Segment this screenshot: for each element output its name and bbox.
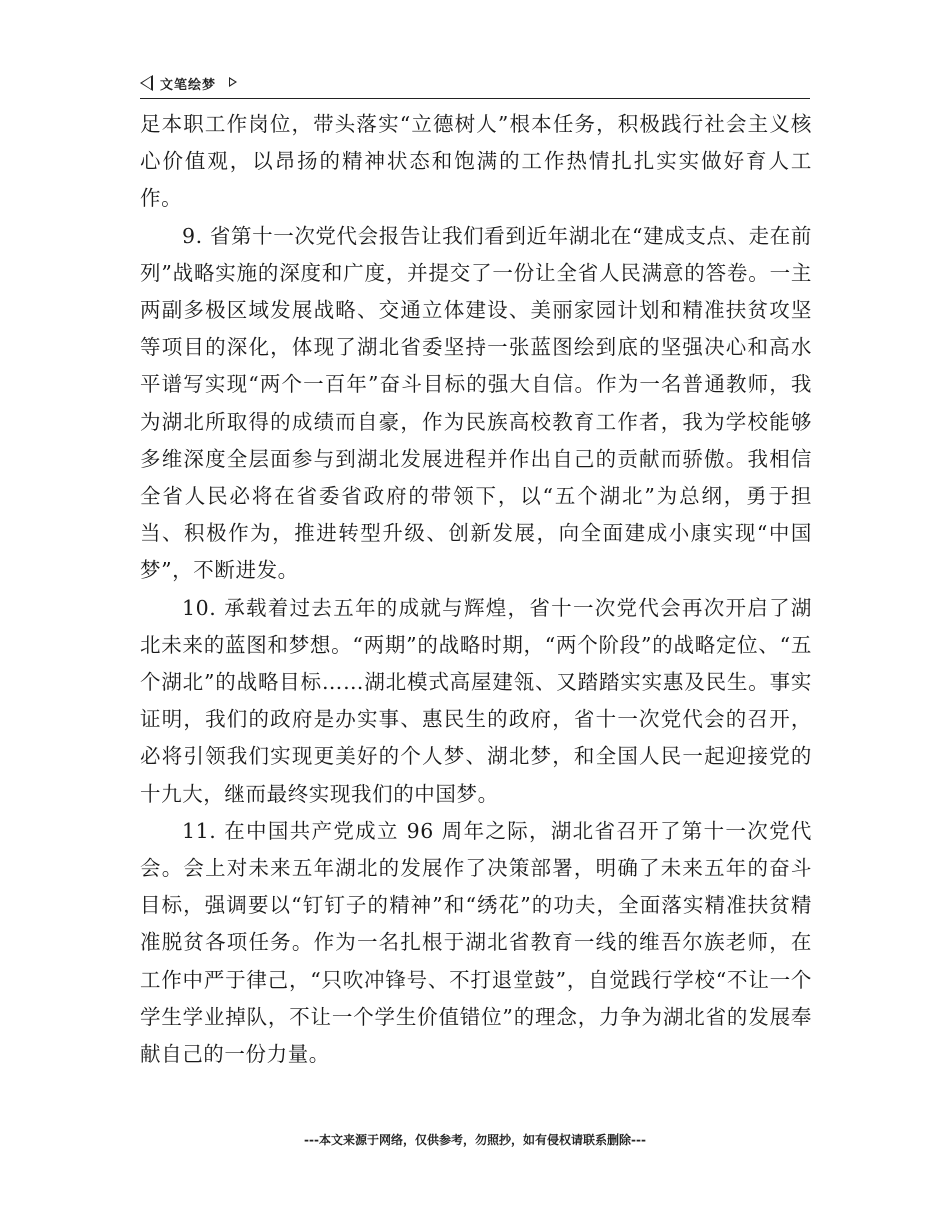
page-footer-disclaimer: ---本文来源于网络，仅供参考，勿照抄，如有侵权请联系删除--- — [304, 1133, 646, 1147]
paragraph-item-11: 11. 在中国共产党成立 96 周年之际，湖北省召开了第十一次党代会。会上对未来五年湖北的发展作了决策部署，明确了未来五年的奋斗目标，强调要以“钉钉子的精神”和“绣花”的功夫，全面落实精准扶贫精准脱贫各项任务。作为一名扎根于湖北省教育一线的维吾尔族老师，在工作中严于律己，“只吹冲锋号、不打退堂鼓”，自觉践行学校“不让一个学生学业掉队，不让一个学生价值错位”的理念，力争为湖北省的发展奉献自己的一份力量。 — [140, 818, 812, 1067]
document-body — [140, 106, 812, 1073]
header-title: 文笔绘梦 — [160, 78, 217, 93]
paragraph-item-9: 9. 省第十一次党代会报告让我们看到近年湖北在“建成支点、走在前列”战略实施的深度和广度，并提交了一份让全省人民满意的答卷。一主两副多极区域发展战略、交通立体建设、美丽家园计划和精准扶贫攻坚等项目的深化，体现了湖北省委坚持一张蓝图绘到底的坚强决心和高水平谱写实现“两个一百年”奋斗目标的强大自信。作为一名普通教师，我为湖北所取得的成绩而自豪，作为民族高校教育工作者，我为学校能够多维深度全层面参与到湖北发展进程并作出自己的贡献而骄傲。我相信全省人民必将在省委省政府的带领下，以“五个湖北”为总纲，勇于担当、积极作为，推进转型升级、创新发展，向全面建成小康实现“中国梦”，不断进发。 — [140, 223, 812, 583]
triangle-right-icon — [229, 77, 237, 87]
page-header — [140, 72, 810, 99]
paragraph-continuation: 足本职工作岗位，带头落实“立德树人”根本任务，积极践行社会主义核心价值观，以昂扬的精神状态和饱满的工作热情扎扎实实做好育人工作。 — [140, 112, 812, 211]
triangle-left-icon — [140, 75, 153, 91]
paragraph-item-10: 10. 承载着过去五年的成就与辉煌，省十一次党代会再次开启了湖北未来的蓝图和梦想。“两期”的战略时期，“两个阶段”的战略定位、“五个湖北”的战略目标……湖北模式高屋建瓴、又踏踏实实惠及民生。事实证明，我们的政府是办实事、惠民生的政府，省十一次党代会的召开，必将引领我们实现更美好的个人梦、湖北梦，和全国人民一起迎接党的十九大，继而最终实现我们的中国梦。 — [140, 595, 812, 806]
